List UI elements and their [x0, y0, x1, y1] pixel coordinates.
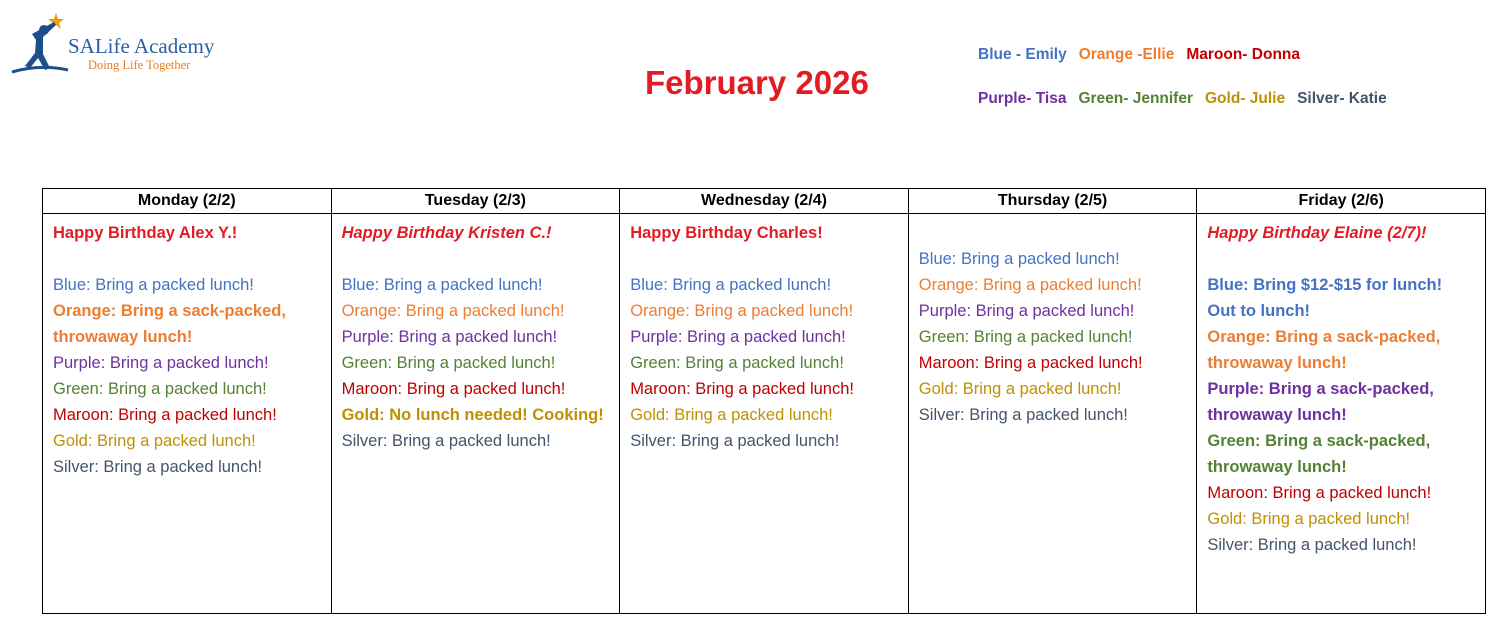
lunch-instruction-silver: Silver: Bring a packed lunch!: [53, 458, 263, 476]
day-header: Thursday (2/5): [909, 189, 1197, 214]
lunch-instruction-green: Green: Bring a packed lunch!: [630, 354, 844, 372]
day-column: [620, 189, 909, 613]
lunch-instruction-silver: Silver: Bring a packed lunch!: [341, 432, 551, 450]
lunch-instruction-purple: Purple: Bring a packed lunch!: [630, 328, 846, 346]
lunch-instruction-orange: Orange: Bring a sack-packed, throwaway lunch!: [1207, 328, 1441, 372]
page-title: February 2026: [645, 64, 869, 101]
day-column: [909, 189, 1198, 613]
lunch-instruction-maroon: Maroon: Bring a packed lunch!: [918, 354, 1143, 372]
lunch-instruction-silver: Silver: Bring a packed lunch!: [630, 432, 840, 450]
lunch-instruction-gold: Gold: Bring a packed lunch!: [918, 380, 1122, 398]
lunch-instruction-maroon: Maroon: Bring a packed lunch!: [341, 380, 566, 398]
lunch-instruction-purple: Purple: Bring a packed lunch!: [341, 328, 558, 346]
day-content: [332, 214, 620, 454]
legend-item: Purple- Tisa: [978, 90, 1067, 107]
day-header: Wednesday (2/4): [620, 189, 908, 214]
lunch-instruction-purple: Purple: Bring a packed lunch!: [53, 354, 269, 372]
lunch-instruction-gold: Gold: Bring a packed lunch!: [630, 406, 833, 424]
logo-figure-icon: [10, 10, 70, 76]
day-content: [43, 214, 331, 480]
lunch-instruction-orange: Orange: Bring a packed lunch!: [341, 302, 565, 320]
logo: [10, 10, 240, 76]
legend-row-2: [978, 90, 1387, 108]
legend-item: Blue - Emily: [978, 46, 1067, 63]
lunch-instruction-blue: Blue: Bring a packed lunch!: [341, 276, 543, 294]
lunch-instruction-green: Green: Bring a sack-packed, throwaway lunch!: [1207, 432, 1431, 476]
legend-item: Maroon- Donna: [1186, 46, 1300, 63]
lunch-instruction-blue: Blue: Bring a packed lunch!: [630, 276, 832, 294]
legend-item: Orange -Ellie: [1078, 46, 1175, 63]
lunch-instruction-orange: Orange: Bring a sack-packed, throwaway lunch!: [53, 302, 286, 346]
lunch-instruction-blue: Blue: Bring a packed lunch!: [53, 276, 254, 294]
lunch-instruction-maroon: Maroon: Bring a packed lunch!: [630, 380, 854, 398]
calendar-table: [42, 188, 1486, 614]
day-header: Friday (2/6): [1197, 189, 1485, 214]
legend-item: Gold- Julie: [1205, 90, 1286, 107]
logo-name: SALife Academy: [68, 34, 215, 58]
birthday-note: Happy Birthday Kristen C.!: [341, 224, 552, 242]
lunch-instruction-green: Green: Bring a packed lunch!: [918, 328, 1133, 346]
legend-row-1: [978, 46, 1300, 64]
legend-item: Silver- Katie: [1297, 90, 1387, 107]
day-column: [43, 189, 332, 613]
legend-item: Green- Jennifer: [1078, 90, 1193, 107]
lunch-instruction-silver: Silver: Bring a packed lunch!: [918, 406, 1128, 424]
lunch-instruction-gold: Gold: No lunch needed! Cooking!: [341, 406, 604, 424]
lunch-instruction-orange: Orange: Bring a packed lunch!: [918, 276, 1142, 294]
logo-tagline: Doing Life Together: [88, 58, 191, 72]
birthday-note: [919, 220, 1187, 246]
lunch-instruction-blue: Blue: Bring a packed lunch!: [918, 250, 1120, 268]
lunch-instruction-maroon: Maroon: Bring a packed lunch!: [53, 406, 277, 424]
birthday-note: Happy Birthday Charles!: [630, 224, 823, 242]
lunch-instruction-maroon: Maroon: Bring a packed lunch!: [1207, 484, 1432, 502]
birthday-note: Happy Birthday Elaine (2/7)!: [1207, 224, 1427, 242]
day-header: Tuesday (2/3): [332, 189, 620, 214]
lunch-instruction-orange: Orange: Bring a packed lunch!: [630, 302, 854, 320]
day-header: Monday (2/2): [43, 189, 331, 214]
day-content: [620, 214, 908, 454]
lunch-instruction-silver: Silver: Bring a packed lunch!: [1207, 536, 1417, 554]
lunch-instruction-purple: Purple: Bring a packed lunch!: [918, 302, 1135, 320]
day-column: [1197, 189, 1485, 613]
lunch-instruction-purple: Purple: Bring a sack-packed, throwaway lunch!: [1207, 380, 1434, 424]
lunch-instruction-green: Green: Bring a packed lunch!: [53, 380, 267, 398]
day-column: [332, 189, 621, 613]
lunch-instruction-green: Green: Bring a packed lunch!: [341, 354, 556, 372]
day-content: [1197, 214, 1485, 558]
day-content: [909, 214, 1197, 428]
lunch-instruction-gold: Gold: Bring a packed lunch!: [1207, 510, 1411, 528]
lunch-instruction-blue: Blue: Bring $12-$15 for lunch! Out to lunch!: [1207, 276, 1443, 320]
lunch-instruction-gold: Gold: Bring a packed lunch!: [53, 432, 256, 450]
birthday-note: Happy Birthday Alex Y.!: [53, 224, 238, 242]
